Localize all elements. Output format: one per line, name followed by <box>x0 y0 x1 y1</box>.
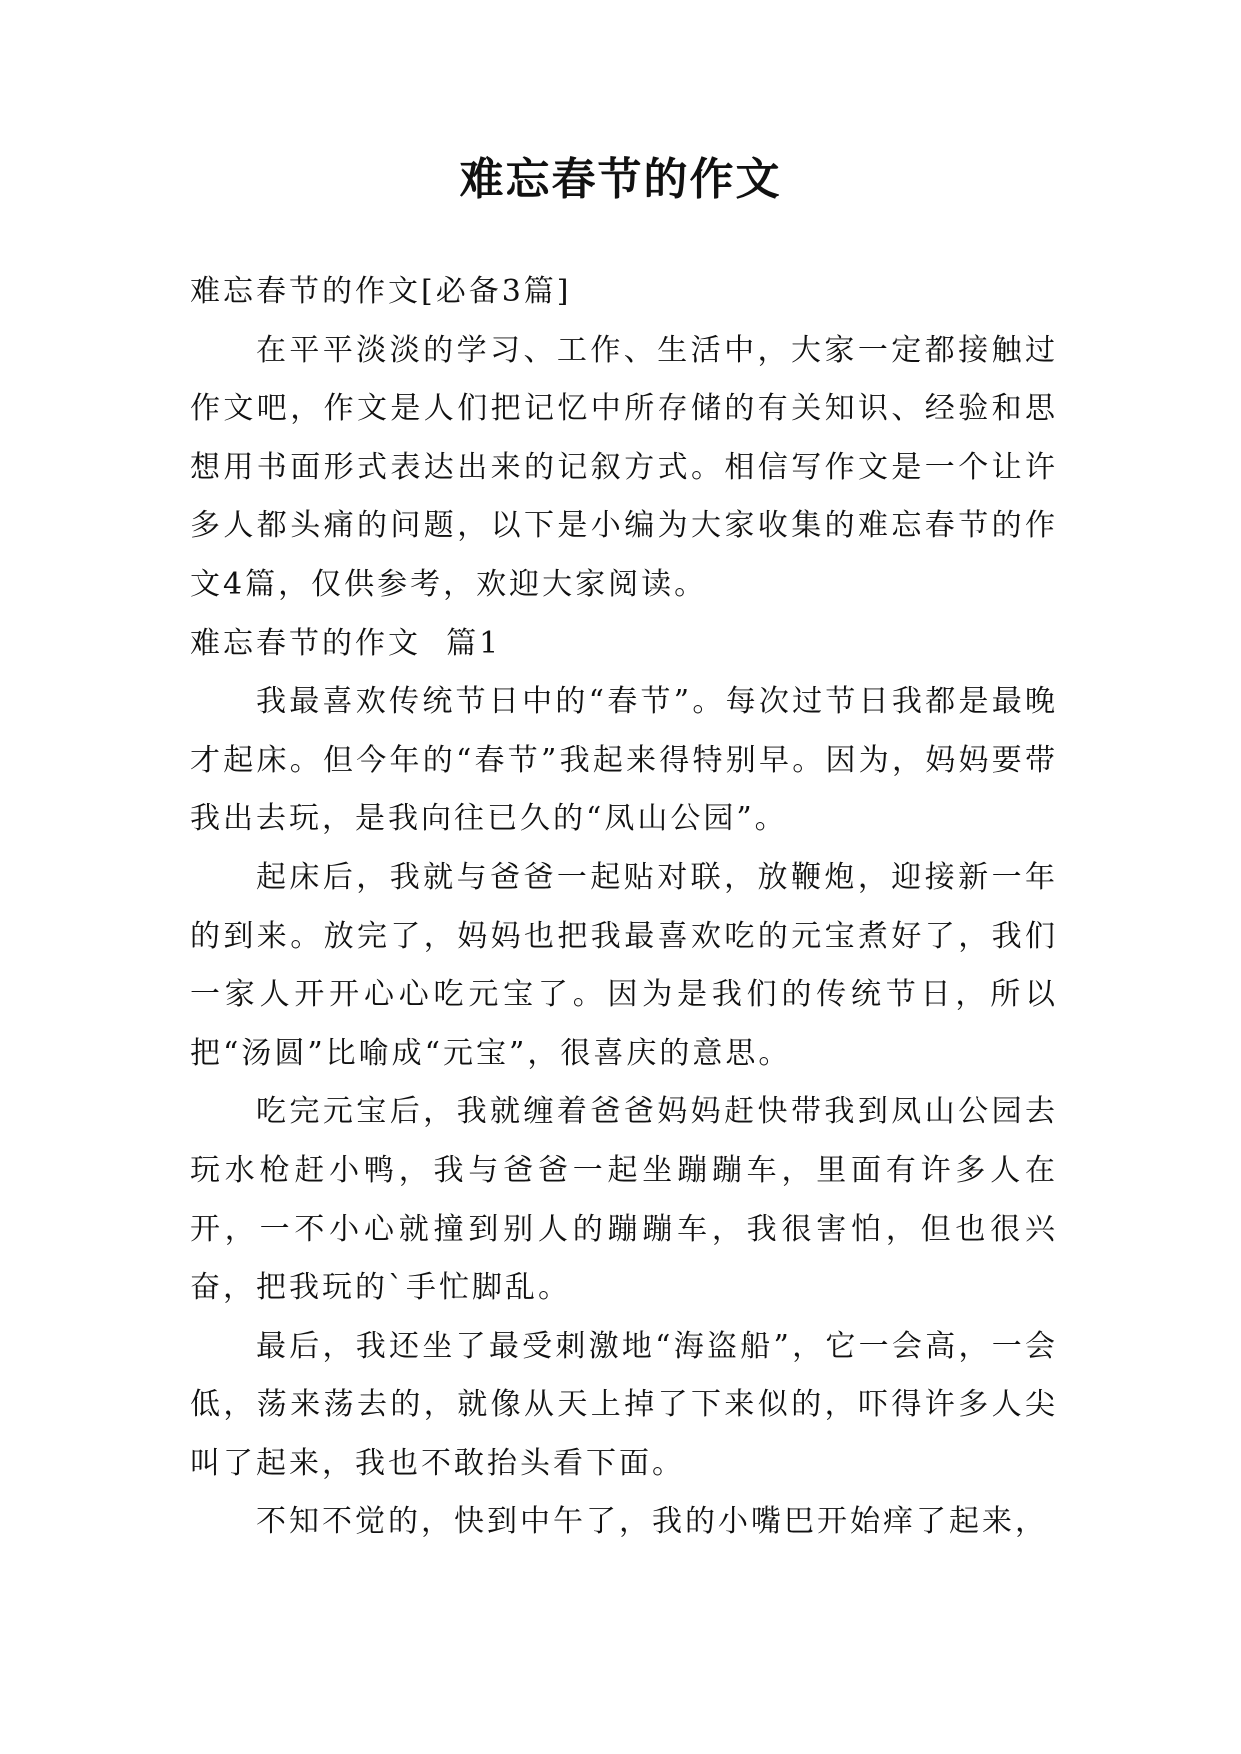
body-paragraph: 起床后，我就与爸爸一起贴对联，放鞭炮，迎接新一年的到来。放完了，妈妈也把我最喜欢吃的元宝煮好了，我们一家人开开心心吃元宝了。因为是我们的传统节日，所以把“汤圆”比喻成“元宝”，很喜庆的意思。 <box>190 859 1058 1071</box>
body-paragraph: 我最喜欢传统节日中的“春节”。每次过节日我都是最晚才起床。但今年的“春节”我起来得特别早。因为，妈妈要带我出去玩，是我向往已久的“凤山公园”。 <box>190 684 1058 837</box>
body-paragraph: 最后，我还坐了最受刺激地“海盗船”，它一会高，一会低，荡来荡去的，就像从天上掉了下来似的，吓得许多人尖叫了起来，我也不敢抬头看下面。 <box>190 1328 1058 1481</box>
document-body <box>190 263 1058 1552</box>
intro-paragraph: 在平平淡淡的学习、工作、生活中，大家一定都接触过作文吧，作文是人们把记忆中所存储的有关知识、经验和思想用书面形式表达出来的记叙方式。相信写作文是一个让许多人都头痛的问题，以下是小编为大家收集的难忘春节的作文4篇，仅供参考，欢迎大家阅读。 <box>190 332 1058 602</box>
document-title: 难忘春节的作文 <box>459 154 782 205</box>
section-heading: 难忘春节的作文 篇1 <box>190 625 502 661</box>
document-subtitle: 难忘春节的作文[必备3篇] <box>190 274 572 309</box>
body-paragraph: 吃完元宝后，我就缠着爸爸妈妈赶快带我到凤山公园去玩水枪赶小鸭，我与爸爸一起坐蹦蹦车，里面有许多人在开，一不小心就撞到别人的蹦蹦车，我很害怕，但也很兴奋，把我玩的`手忙脚乱。 <box>190 1094 1058 1306</box>
body-paragraph: 不知不觉的，快到中午了，我的小嘴巴开始痒了起来， <box>256 1504 1048 1540</box>
